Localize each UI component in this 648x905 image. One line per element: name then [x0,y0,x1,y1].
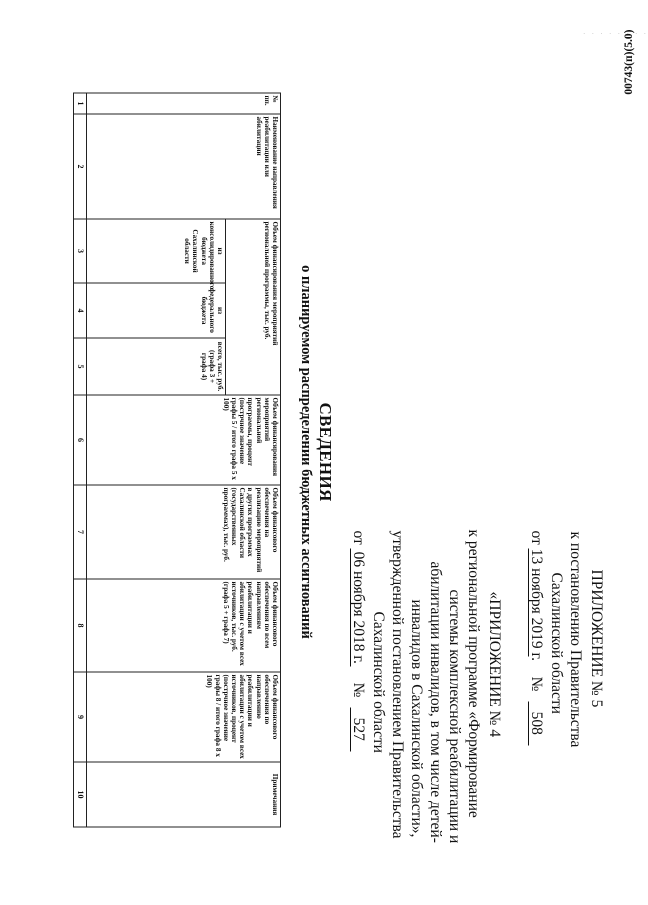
column-number: 5 [74,338,87,395]
column-number: 2 [74,114,87,219]
header-cell-notes: Примечания [87,762,281,827]
header-cell-share: Объем финансирования мероприятий региональной программы, процент (пострчное значение графы 5 / итого графа 5 х 100) [87,395,281,485]
appendix5-no-sign: № [528,676,545,692]
appendix5-line1: к постановлению Правительства [567,531,584,748]
header-cell-other-programs: Объем финансового обеспечения на реализацию мероприятий в других программах Сахалинской области (государственных программах), тыс. руб. [87,485,281,579]
appendix4-line: инвалидов в Сахалинской области», [408,599,425,838]
appendix5-line2: Сахалинской области [548,572,565,714]
document-subtitle: о планируемом распределении бюджетных ассигнований [298,265,314,639]
appendix4-no-sign: № [350,682,367,698]
header-cell-volume-group: Объем финансирования мероприятий региональной программы, тыс. руб. [226,219,281,395]
appendix5-title: ПРИЛОЖЕНИЕ № 5 [588,569,605,708]
footer-code-wrap [623,30,635,95]
table-column-numbers-row [74,93,87,827]
column-number: 4 [74,283,87,338]
column-number: 6 [74,395,87,485]
appendix4-line: утвержденной постановлением Правительства [389,530,406,839]
column-number: 9 [74,672,87,762]
appendix4-line: абилитации инвалидов, в том числе детей- [427,561,444,843]
column-number: 1 [74,93,87,114]
appendix5-date: 13 ноября 2019 г. [528,548,545,661]
header-cell-total: всего, тыс. руб. (графа 3 + графа 4) [87,338,226,395]
column-number: 10 [74,762,87,827]
scan-artifact-dots: · · · · · · · · [582,29,648,39]
appendix4-number: 527 [350,707,366,751]
header-cell-direction: Наименование направления реабилитации или абилитации [87,114,281,219]
appendix4-line: Сахалинской области [370,611,387,753]
header-cell-all-percent: Объем финансового обеспечения по направлению реабилитации и абилитации с учетом всех источников, процент (пострчное значение графы 8 / итого графа 8 х 100) [87,672,281,762]
appendix4-date-line [350,531,367,752]
table-header-row [226,93,281,827]
appendix4-from: от [350,530,367,545]
budget-allocation-table [73,93,281,828]
appendix4-line: к региональной программе «Формирование [465,529,482,818]
header-cell-all-sources: Объем финансового обеспечения по всем направлениям реабилитации и абилитации с учетом всех источников, тыс. руб. (графа 5 + графа 7) [87,579,281,672]
appendix4-line: системы комплексной реабилитации и [446,589,463,844]
appendix5-number: 508 [528,701,544,745]
document-title: СВЕДЕНИЯ [316,402,335,502]
column-number: 3 [74,219,87,283]
appendix4-date: 06 ноября 2018 г. [350,549,366,667]
header-cell-federal: из федерального бюджета [87,283,226,338]
header-cell-consolidated: из консолидированного бюджета Сахалинской области [87,219,226,283]
appendix5-date-line [528,531,545,746]
header-cell-no: № пп. [87,93,281,114]
footer-code: 00743(п)(5.0) [623,29,635,95]
appendix5-from: от [528,530,545,545]
appendix4-title: «ПРИЛОЖЕНИЕ № 4 [486,591,503,738]
column-number: 8 [74,579,87,672]
column-number: 7 [74,485,87,579]
